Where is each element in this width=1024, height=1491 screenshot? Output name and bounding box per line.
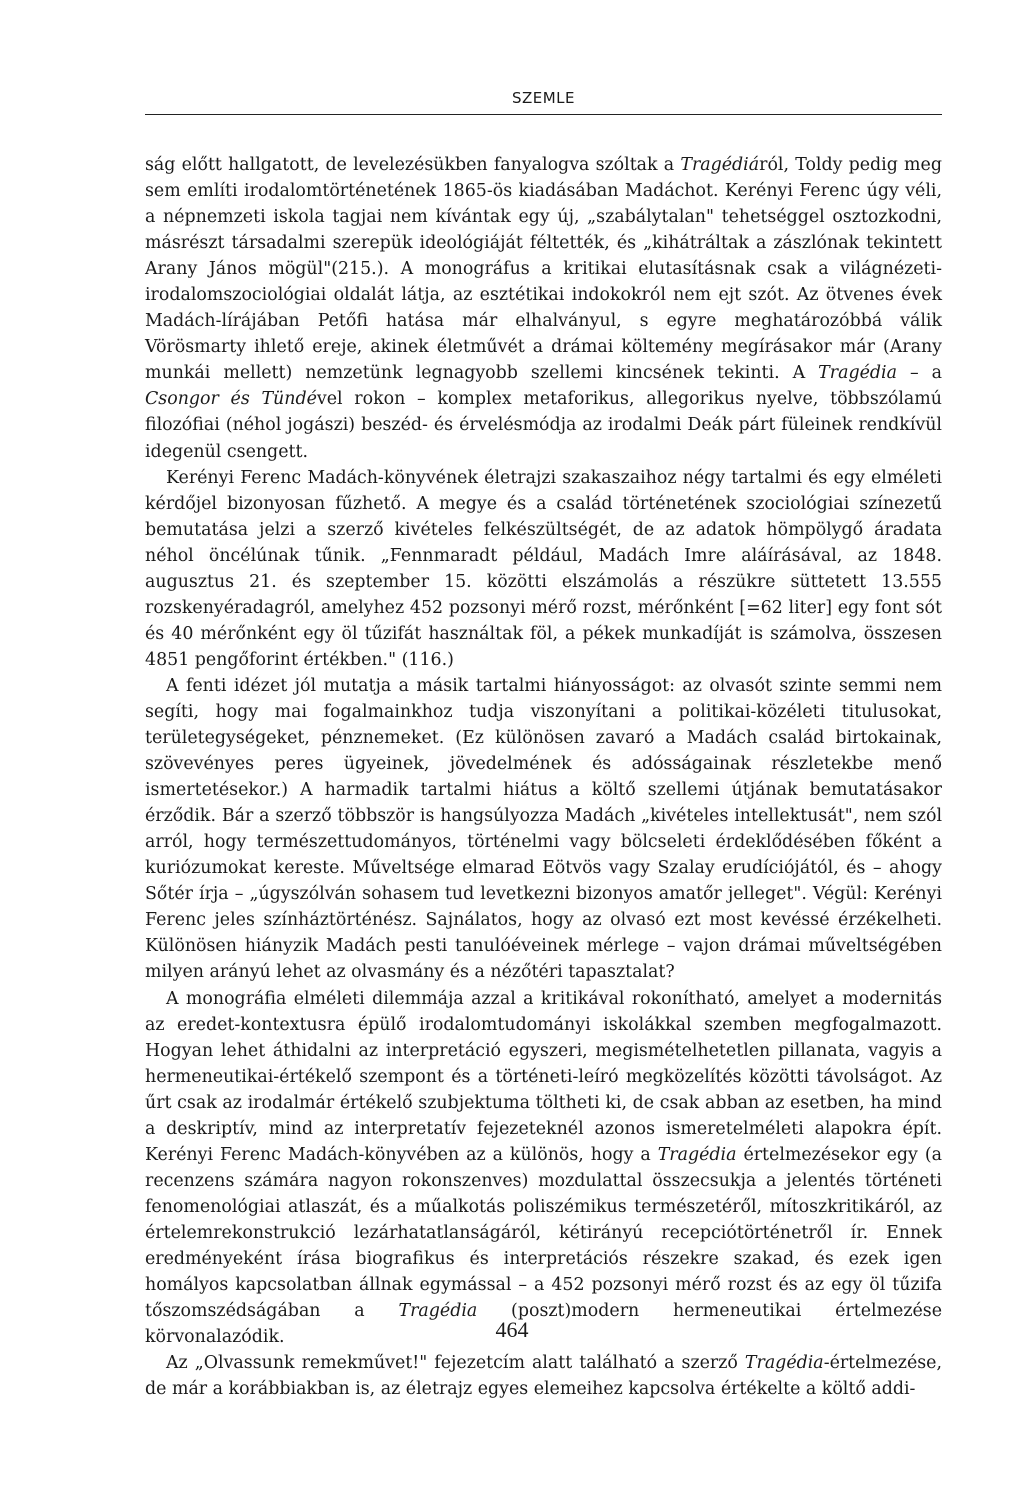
article-body bbox=[145, 152, 942, 1402]
paragraph-5 bbox=[145, 1350, 942, 1402]
title-tragedia: Tragédiá bbox=[680, 155, 760, 175]
paragraph-1 bbox=[145, 152, 942, 465]
paragraph-4-text: (poszt)modern hermeneutikai értelmezése körvonalazódik. bbox=[145, 1301, 942, 1348]
paragraph-4 bbox=[145, 986, 942, 1351]
title-tragedia: Tragédia bbox=[398, 1301, 478, 1322]
paragraph-1-text: vel rokon – komplex metaforikus, allegorikus nyelve, többszólamú filozófiai (néhol jogászi) beszéd- és érvelésmódja az irodalmi Deák párt füleinek rendkívül idegenül csengett. bbox=[145, 389, 942, 462]
paragraph-2: Kerényi Ferenc Madách-könyvének életrajzi szakaszaihoz négy tartalmi és egy elméleti kérdőjel bizonyosan fűzhető. A megye és a család történetének szociológiai színezetű bemutatása jelzi a szerző kivételes felkészültségét, de az adatok hömpölygő áradata néhol öncélúnak tűnik. „Fennmaradt például, Madách Imre aláírásával, az 1848. augusztus 21. és szeptember 15. közötti elszámolás a részükre süttetett 13.555 rozskenyéradagról, amelyhez 452 pozsonyi mérő rozst, mérőnként [=62 liter] egy font sót és 40 mérőnként egy öl tűzifát használtak föl, a pékek munkadíját is számolva, összesen 4851 pengőforint értékben." (116.) bbox=[145, 467, 942, 670]
title-csongor-es-tunde: Csongor és Tündé bbox=[145, 389, 317, 410]
paragraph-1-text: – a bbox=[896, 363, 942, 384]
paragraph-5-text: Az „Olvassunk remekművet!" fejezetcím alatt található a szerző bbox=[166, 1353, 745, 1374]
paragraph-1-text: ról, Toldy pedig meg sem említi irodalomtörténetének 1865-ös kiadásában Madáchot. Kerényi Ferenc úgy véli, a népnemzeti iskola tagjai nem kívántak egy új, „szabálytalan" tehetséggel osztozkodni, másrészt társadalmi szerepük ideológiáját féltették, és „kihátráltak a zászlónak tekintett Arany János mögül"(215.). A monográfus a kritikai elutasításnak csak a világnézeti-irodalomszociológiai oldalát látja, az esztétikai indokokról nem ejt szót. Az ötvenes évek Madách-lírájában Petőfi hatása már elhalványul, s egyre meghatározóbbá válik Vörösmarty ihlető ereje, akinek életművét a drámai költemény megírásakor már (Arany munkái mellett) nemzetünk legnagyobb szellemi kincsének tekinti. A bbox=[145, 155, 942, 384]
paragraph-5-text: -értelmezése, de már a korábbiakban is, az életrajz egyes elemeihez kapcsolva értékelte a költő addi- bbox=[145, 1353, 942, 1400]
paragraph-4-text: értelmezésekor egy (a recenzens számára nagyon rokonszenves) mozdulattal összecsukja a jelentés történeti fenomenológiai atlaszát, és a műalkotás poliszémikus természetéről, mítoszkritikáról, az értelemrekonstrukció lezárhatatlanságáról, kétirányú recepciótörténetről ír. Ennek eredményeként írása biografikus és interpretációs részekre szakad, és ezek igen homályos kapcsolatban állnak egymással – a 452 pozsonyi mérő rozst és az egy öl tűzifa tőszomszédságában a bbox=[145, 1144, 942, 1322]
page-number: 464 bbox=[495, 1317, 529, 1342]
running-head bbox=[145, 88, 942, 115]
title-tragedia: Tragédia bbox=[818, 363, 897, 384]
paragraph-4-text: A monográfia elméleti dilemmája azzal a kritikával rokonítható, amelyet a modernitás az eredet-kontextusra épülő irodalomtudományi iskolákkal szemben megfogalmazott. Hogyan lehet áthidalni az interpretáció egyszeri, megismételhetetlen pillanata, vagyis a hermeneutikai-értékelő szempont és a történeti-leíró megközelítés közötti távolságot. Az űrt csak az irodalmár értékelő szubjektuma töltheti ki, de csak abban az esetben, ha mind a deskriptív, mind az interpretatív fejezeteknél azonos ismeretelméleti alapokra épít. Kerényi Ferenc Madách-könyvében az a különös, hogy a bbox=[145, 988, 942, 1165]
paragraph-3: A fenti idézet jól mutatja a másik tartalmi hiányosságot: az olvasót szinte semmi nem segíti, hogy mai fogalmainkhoz tudja viszonyítani a politikai-közéleti titulusokat, területegységeket, pénznemeket. (Ez különösen zavaró a Madách család birtokainak, szövevényes peres ügyeinek, jövedelmének és adósságainak részletekbe menő ismertetésekor.) A harmadik tartalmi hiátus a költő szellemi útjának bemutatásakor érződik. Bár a szerző többször is hangsúlyozza Madách „kivételes intellektusát", nem szól arról, hogy természettudományos, történelmi vagy bölcseleti érdeklődésében főként a kuriózumokat kereste. Műveltsége elmarad Eötvös vagy Szalay erudíciójától, és – ahogy Sőtér írja – „úgyszólván sohasem tud levetkezni bizonyos amatőr jelleget". Végül: Kerényi Ferenc jeles színháztörténész. Sajnálatos, hogy az olvasó ezt most kevéssé érzékelheti. Különösen hiányzik Madách pesti tanulóéveinek mérlege – vajon drámai műveltségében milyen arányú lehet az olvasmány és a nézőtéri tapasztalat? bbox=[145, 675, 942, 983]
title-tragedia: Tragédia bbox=[657, 1144, 737, 1165]
running-head-text: SZEMLE bbox=[511, 89, 576, 107]
title-tragedia: Tragédia bbox=[744, 1353, 824, 1374]
paragraph-1-text: ság előtt hallgatott, de levelezésükben fanyalogva szóltak a bbox=[145, 155, 681, 175]
